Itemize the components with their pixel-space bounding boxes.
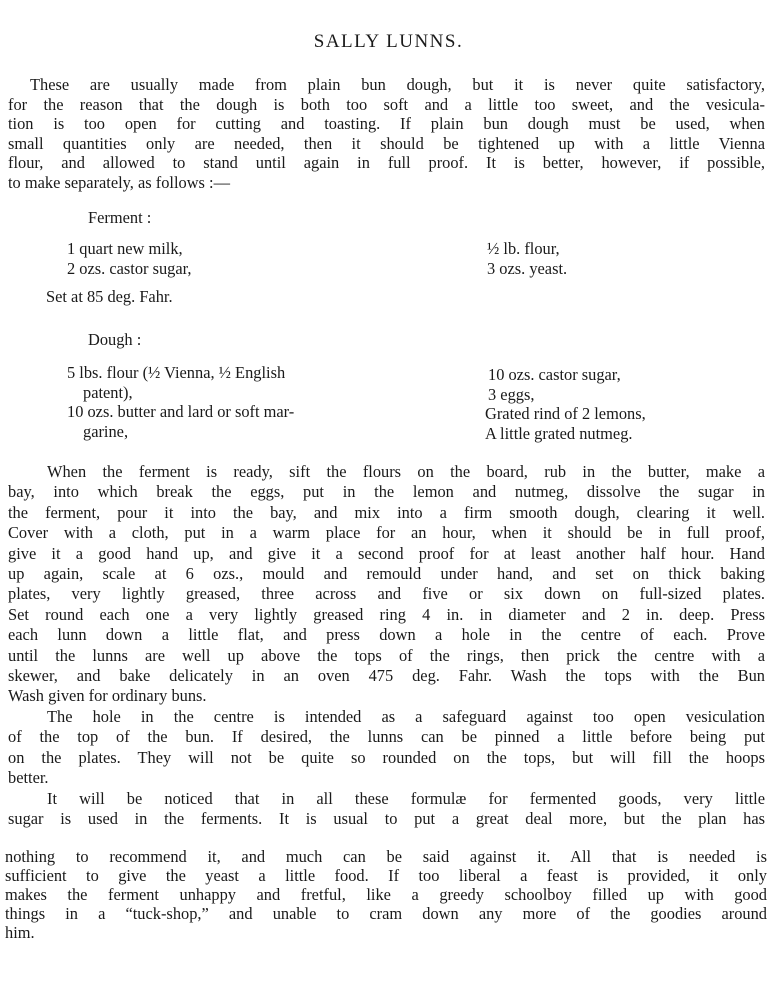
ingredient: Grated rind of 2 lemons, (485, 404, 646, 423)
dough-heading: Dough : (88, 330, 142, 349)
ingredient: A little grated nutmeg. (485, 423, 633, 443)
notice-paragraph (8, 789, 765, 830)
text-line: skewer, and bake delicately in an oven 475 deg. Fahr. Wash the tops with the Bun (8, 666, 765, 686)
text-line: until the lunns are well up above the tops of the rings, then prick the centre with a (8, 645, 765, 665)
text-line: Set round each one a very lightly greased ring 4 in. in diameter and 2 in. deep. Press (8, 604, 765, 624)
text-line: on the plates. They will not be quite so rounded on the tops, but will fill the hoops (8, 747, 765, 767)
text-line: When the ferment is ready, sift the flours on the board, rub in the butter, make a (47, 462, 765, 481)
text-line: things in a “tuck-shop,” and unable to cram down any more of the goodies around (5, 904, 767, 923)
ingredient: 3 ozs. yeast. (487, 258, 568, 278)
ingredient: 2 ozs. castor sugar, (67, 258, 192, 278)
text-line: of the top of the bun. If desired, the lunns can be pinned a little before being put (8, 727, 765, 747)
ingredient: garine, (83, 421, 129, 441)
text-line: up again, scale at 6 ozs., mould and remould under hand, and set on thick baking (8, 564, 765, 584)
ferment-note: Set at 85 deg. Fahr. (46, 287, 173, 306)
ingredient: 3 eggs, (488, 384, 535, 404)
text-line: sufficient to give the yeast a little food. If too liberal a feast is provided, it only (5, 866, 767, 885)
ingredient: patent), (83, 382, 133, 402)
text-line: bay, into which break the eggs, put in the lemon and nutmeg, dissolve the sugar in (8, 482, 765, 502)
dough-ingredients-left (67, 363, 294, 441)
page-title: SALLY LUNNS. (313, 31, 464, 52)
text-line: sugar is used in the ferments. It is usual to put a great deal more, but the plan has (8, 809, 765, 829)
text-line: each lunn down a little flat, and press down a hole in the centre of each. Prove (8, 625, 765, 645)
text-line: The hole in the centre is intended as a safeguard against too open vesiculation (47, 707, 765, 726)
text-line: It will be noticed that in all these formulæ for fermented goods, very little (47, 789, 765, 808)
text-line: flour, and allowed to stand until again in full proof. It is better, however, if possible, (8, 153, 765, 172)
hole-paragraph (8, 707, 765, 789)
ingredient: 10 ozs. butter and lard or soft mar- (67, 402, 295, 421)
text-line: small quantities only are needed, then it should be tightened up with a little Vienna (8, 133, 765, 153)
dough-ingredients-right (485, 365, 646, 443)
text-line: tion is too open for cutting and toasting. If plain bun dough must be used, when (8, 114, 765, 133)
text-line: These are usually made from plain bun dough, but it is never quite satisfactory, (30, 75, 765, 94)
ingredient: ½ lb. flour, (487, 239, 560, 258)
ingredient: 10 ozs. castor sugar, (488, 365, 621, 384)
ferment-ingredients-left (67, 239, 192, 278)
text-line: better. (8, 768, 49, 788)
text-line: Wash given for ordinary buns. (8, 686, 207, 706)
text-line: Cover with a cloth, put in a warm place for an hour, when it should be in full proof, (8, 523, 765, 543)
text-line: the ferment, pour it into the bay, and mix into a firm smooth dough, clearing it well. (8, 502, 765, 522)
text-line: for the reason that the dough is both too soft and a little too sweet, and the vesicula- (8, 94, 765, 114)
text-line: him. (5, 923, 35, 942)
text-line: plates, very lightly greased, three across and five or six down on full-sized plates. (8, 584, 765, 604)
text-line: to make separately, as follows :— (8, 172, 230, 192)
text-line: nothing to recommend it, and much can be said against it. All that is needed is (5, 847, 767, 866)
intro-paragraph (8, 75, 765, 192)
text-line: makes the ferment unhappy and fretful, like a greedy schoolboy filled up with good (5, 885, 767, 904)
ingredient: 5 lbs. flour (½ Vienna, ½ English (67, 363, 286, 382)
ferment-ingredients-right (487, 239, 567, 278)
text-line: give it a good hand up, and give it a second proof for at least another half hour. Hand (8, 543, 765, 563)
ingredient: 1 quart new milk, (67, 239, 183, 258)
ferment-heading: Ferment : (88, 208, 152, 227)
notice-paragraph-continued (5, 847, 767, 942)
method-paragraph (8, 462, 765, 707)
